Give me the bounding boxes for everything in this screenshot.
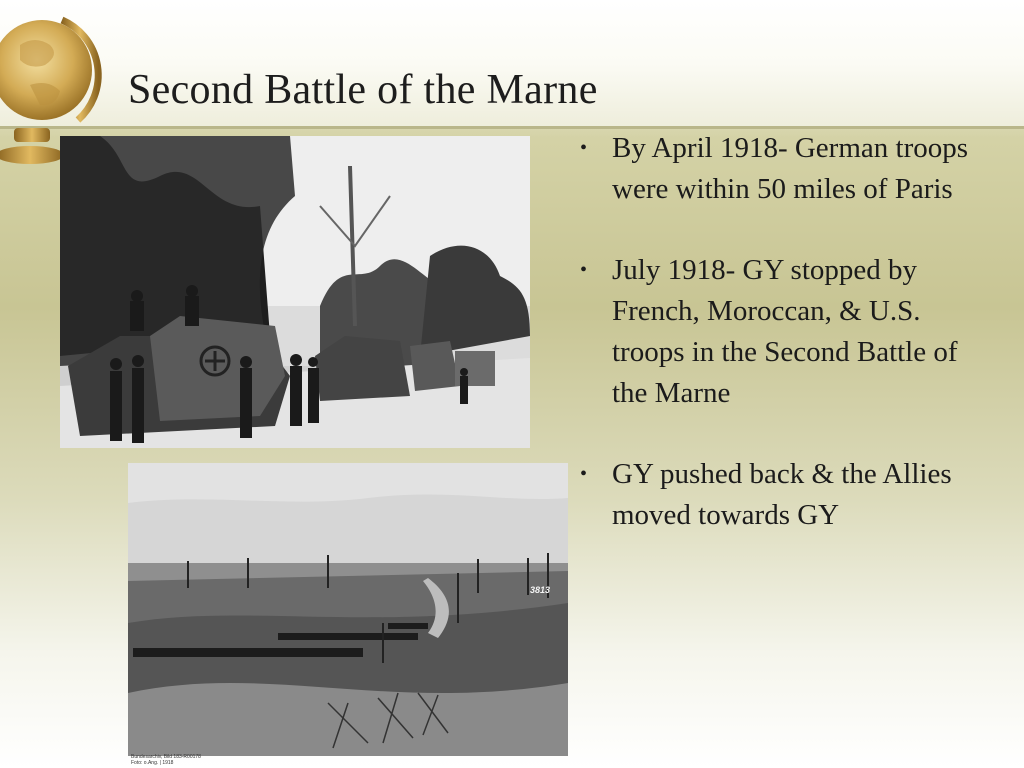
bullet-item xyxy=(578,250,998,414)
bullet-marker: • xyxy=(580,463,588,485)
bullet-item xyxy=(578,454,998,536)
bullet-list xyxy=(578,128,998,576)
photo-stamp: 3813 xyxy=(530,585,551,595)
bullet-marker: • xyxy=(580,259,588,281)
photo-credit-line: Bundesarchiv, Bild 183-R00178 xyxy=(131,754,201,760)
bullet-text: July 1918- GY stopped by French, Moroccan, & U.S. troops in the Second Battle of the Marne xyxy=(612,254,958,409)
bullet-item xyxy=(578,128,998,210)
photo-credit-line: Foto: o.Ang. | 1918 xyxy=(131,760,174,766)
bullet-text: By April 1918- German troops were within 50 miles of Paris xyxy=(612,132,969,205)
bullet-text: GY pushed back & the Allies moved towards GY xyxy=(612,458,952,531)
photo-credit xyxy=(131,754,201,766)
slide-title: Second Battle of the Marne xyxy=(128,67,598,113)
tanks-photo xyxy=(60,136,530,448)
bullet-marker: • xyxy=(580,137,588,159)
battlefield-photo xyxy=(128,463,568,756)
